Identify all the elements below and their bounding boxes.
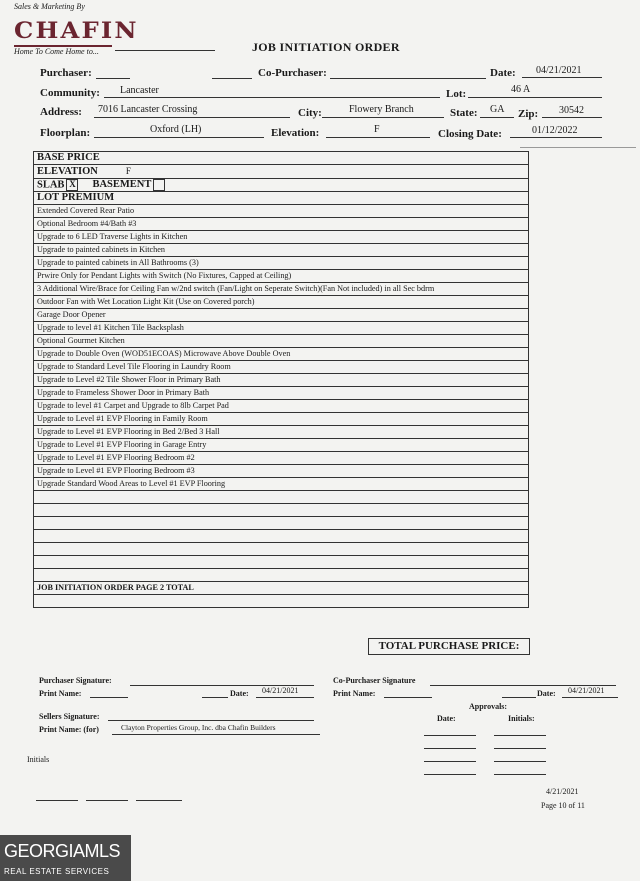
date1-line [256, 697, 314, 698]
header-line [115, 50, 215, 51]
address-value: 7016 Lancaster Crossing [98, 104, 198, 115]
document-title: JOB INITIATION ORDER [252, 40, 400, 54]
date-value: 04/21/2021 [536, 65, 582, 76]
item-cell: Upgrade to 6 LED Traverse Lights in Kitchen [34, 231, 529, 244]
approval-line-4b[interactable] [494, 774, 546, 775]
page-number: Page 10 of 11 [541, 801, 585, 810]
foundation-row [34, 179, 529, 192]
empty-row [34, 517, 529, 530]
item-cell: Upgrade to Level #1 EVP Flooring Bedroom #3 [34, 465, 529, 478]
page-total-label: JOB INITIATION ORDER PAGE 2 TOTAL [34, 582, 529, 595]
item-cell: 3 Additional Wire/Brace for Ceiling Fan w/2nd switch (Fan/Light on Seperate Switch)(Fan Not included) in all Sec bdrm [34, 283, 529, 296]
item-row [34, 218, 529, 231]
footer-date: 4/21/2021 [546, 787, 579, 796]
copurchaser-signature-label: Co-Purchaser Signature [333, 676, 416, 685]
item-row [34, 205, 529, 218]
empty-cell [34, 556, 529, 569]
purchaser-line [96, 78, 130, 79]
basement-label: BASEMENT [92, 179, 152, 191]
item-cell: Upgrade to level #1 Carpet and Upgrade to 8lb Carpet Pad [34, 400, 529, 413]
date2-label: Date: [537, 689, 556, 698]
georgia-mls-logo: GEORGIAMLS [4, 841, 121, 861]
address-label: Address: [40, 106, 82, 118]
approval-line-4a[interactable] [424, 774, 476, 775]
print-name-line2[interactable] [202, 697, 228, 698]
lot-line [468, 97, 602, 98]
item-row [34, 452, 529, 465]
city-line [322, 117, 444, 118]
purchaser-label: Purchaser: [40, 67, 92, 79]
edge-rule [520, 147, 636, 148]
item-cell: Upgrade to Level #2 Tile Shower Floor in Primary Bath [34, 374, 529, 387]
purchaser-signature-label: Purchaser Signature: [39, 676, 112, 685]
print-name-line[interactable] [90, 697, 128, 698]
lot-premium-label: LOT PREMIUM [34, 192, 529, 205]
floorplan-label: Floorplan: [40, 127, 91, 139]
basement-checkbox[interactable] [153, 179, 165, 191]
empty-cell [34, 504, 529, 517]
page-total-row [34, 582, 529, 595]
zip-value: 30542 [559, 105, 584, 116]
elevation-row [34, 165, 529, 179]
approval-line-1a[interactable] [424, 735, 476, 736]
date-line [522, 77, 602, 78]
initials-label: Initials [27, 755, 50, 764]
item-row [34, 270, 529, 283]
item-cell: Garage Door Opener [34, 309, 529, 322]
item-cell: Upgrade to Level #1 EVP Flooring in Bed 2/Bed 3 Hall [34, 426, 529, 439]
community-line [104, 97, 440, 98]
item-row [34, 231, 529, 244]
item-cell: Upgrade Standard Wood Areas to Level #1 EVP Flooring [34, 478, 529, 491]
sellers-signature-label: Sellers Signature: [39, 712, 100, 721]
copurchaser-label: Co-Purchaser: [258, 67, 327, 79]
item-row [34, 296, 529, 309]
community-value: Lancaster [120, 85, 159, 96]
item-cell: Optional Gourmet Kitchen [34, 335, 529, 348]
date-label: Date: [490, 67, 516, 79]
item-cell: Upgrade to painted cabinets in All Bathrooms (3) [34, 257, 529, 270]
empty-row [34, 543, 529, 556]
item-row [34, 309, 529, 322]
elevation-value: F [374, 124, 380, 135]
city-value: Flowery Branch [349, 104, 414, 115]
empty-row [34, 504, 529, 517]
state-line [480, 117, 514, 118]
item-cell: Upgrade to Frameless Shower Door in Primary Bath [34, 387, 529, 400]
base-price-row [34, 152, 529, 165]
elevation-line [326, 137, 430, 138]
empty-row [34, 491, 529, 504]
item-cell: Upgrade to Level #1 EVP Flooring Bedroom #2 [34, 452, 529, 465]
base-price-label: BASE PRICE [34, 152, 529, 165]
approval-line-3a[interactable] [424, 761, 476, 762]
elevation-row-value: F [125, 166, 131, 176]
item-row [34, 426, 529, 439]
item-row [34, 283, 529, 296]
state-label: State: [450, 107, 478, 119]
city-label: City: [298, 107, 322, 119]
empty-cell [34, 530, 529, 543]
empty-row [34, 569, 529, 582]
approvals-label: Approvals: [469, 702, 508, 711]
print-name-for-label: Print Name: (for) [39, 725, 99, 734]
page-total-value-row [34, 595, 529, 608]
page-total-value-cell [34, 595, 529, 608]
zip-label: Zip: [518, 108, 539, 120]
zip-line [542, 117, 602, 118]
slab-label: SLAB [37, 179, 65, 191]
approval-line-1b[interactable] [494, 735, 546, 736]
item-cell: Upgrade to level #1 Kitchen Tile Backsplash [34, 322, 529, 335]
date1-label: Date: [230, 689, 249, 698]
empty-row [34, 556, 529, 569]
item-cell: Prwire Only for Pendant Lights with Switch (No Fixtures, Capped at Ceiling) [34, 270, 529, 283]
sellers-signature-line[interactable] [108, 720, 314, 721]
georgia-mls-watermark [0, 835, 131, 881]
item-row [34, 335, 529, 348]
item-cell: Optional Bedroom #4/Bath #3 [34, 218, 529, 231]
seller-company-name: Clayton Properties Group, Inc. dba Chafin Builders [121, 723, 276, 732]
initials-line-1[interactable] [36, 800, 78, 801]
elevation-cell [34, 165, 529, 179]
empty-cell [34, 543, 529, 556]
item-row [34, 478, 529, 491]
date2-value: 04/21/2021 [568, 686, 605, 695]
job-items-table [33, 151, 529, 608]
floorplan-line [94, 137, 264, 138]
initials-line-2[interactable] [86, 800, 128, 801]
approvals-date-label: Date: [437, 714, 456, 723]
empty-row [34, 530, 529, 543]
item-cell: Upgrade to Double Oven (WOD51ECOAS) Microwave Above Double Oven [34, 348, 529, 361]
print-name2-line2[interactable] [502, 697, 536, 698]
georgia-mls-subtitle: REAL ESTATE SERVICES [4, 867, 110, 876]
item-cell: Upgrade to Level #1 EVP Flooring in Family Room [34, 413, 529, 426]
item-cell: Outdoor Fan with Wet Location Light Kit (Use on Covered porch) [34, 296, 529, 309]
item-row [34, 465, 529, 478]
elevation-label: Elevation: [271, 127, 320, 139]
state-value: GA [490, 104, 505, 115]
closing-date-line [510, 137, 602, 138]
item-row [34, 348, 529, 361]
print-name2-label: Print Name: [333, 689, 376, 698]
item-cell: Upgrade to painted cabinets in Kitchen [34, 244, 529, 257]
item-cell: Extended Covered Rear Patio [34, 205, 529, 218]
date2-line [562, 697, 618, 698]
seller-name-line [112, 734, 320, 735]
item-row [34, 387, 529, 400]
item-row [34, 322, 529, 335]
chafin-logo: CHAFIN [14, 18, 139, 44]
item-cell: Upgrade to Level #1 EVP Flooring in Garage Entry [34, 439, 529, 452]
item-row [34, 257, 529, 270]
empty-cell [34, 491, 529, 504]
empty-cell [34, 569, 529, 582]
lot-label: Lot: [446, 88, 467, 100]
item-cell: Upgrade to Standard Level Tile Flooring in Laundry Room [34, 361, 529, 374]
total-purchase-price-box: TOTAL PURCHASE PRICE: [368, 638, 530, 655]
brand-tagline-top: Sales & Marketing By [14, 2, 85, 11]
item-row [34, 244, 529, 257]
item-row [34, 374, 529, 387]
closing-date-label: Closing Date: [438, 128, 502, 140]
empty-cell [34, 517, 529, 530]
copurchaser-line [330, 78, 486, 79]
closing-date-value: 01/12/2022 [532, 125, 578, 136]
address-line [94, 117, 290, 118]
community-label: Community: [40, 87, 100, 99]
initials-line-3[interactable] [136, 800, 182, 801]
lot-value: 46 A [511, 84, 531, 95]
floorplan-value: Oxford (LH) [150, 124, 202, 135]
print-name2-line[interactable] [384, 697, 432, 698]
item-row [34, 400, 529, 413]
date1-value: 04/21/2021 [262, 686, 299, 695]
elevation-row-label: ELEVATION [37, 166, 98, 177]
item-row [34, 439, 529, 452]
slab-checkbox[interactable]: X [66, 179, 78, 191]
print-name-label: Print Name: [39, 689, 82, 698]
lot-premium-row [34, 192, 529, 205]
approval-line-2b[interactable] [494, 748, 546, 749]
logo-tagline: Home To Come Home to... [14, 47, 99, 56]
approval-line-3b[interactable] [494, 761, 546, 762]
item-row [34, 361, 529, 374]
item-row [34, 413, 529, 426]
approval-line-2a[interactable] [424, 748, 476, 749]
purchaser-line2 [212, 78, 252, 79]
foundation-cell [34, 179, 529, 192]
approvals-initials-label: Initials: [508, 714, 535, 723]
